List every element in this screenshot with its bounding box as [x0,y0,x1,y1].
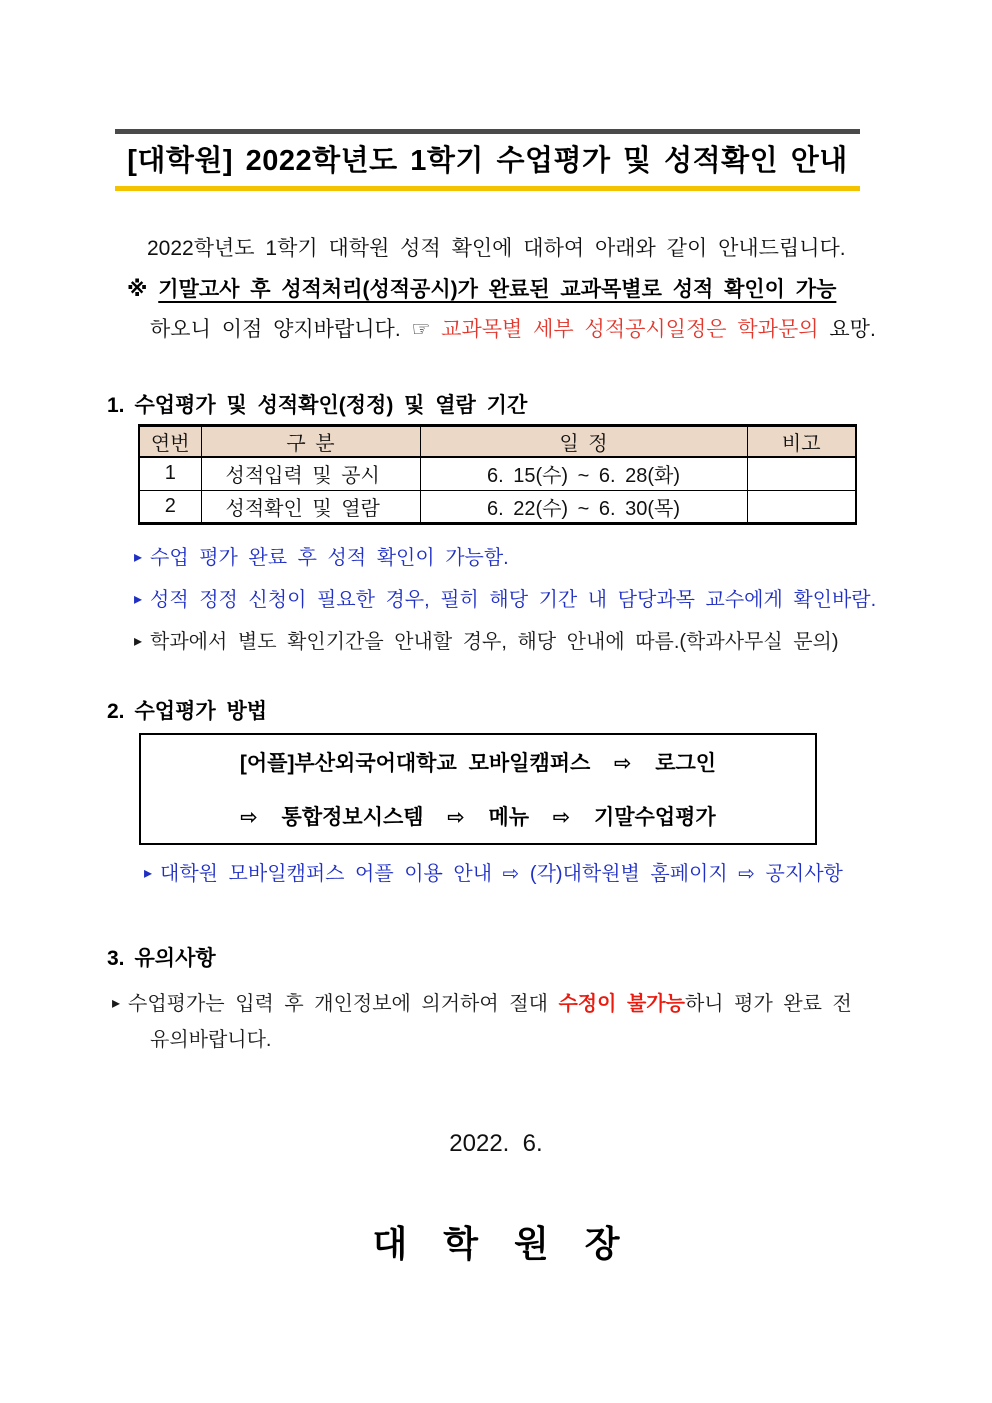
page-title: [대학원] 2022학년도 1학기 수업평가 및 성적확인 안내 [127,145,848,177]
bullet-text: 성적 정정 신청이 필요한 경우, 필히 해당 기간 내 담당과목 교수에게 확인바람. [150,589,877,611]
cell-category: 성적확인 및 열람 [201,490,420,523]
cell-note [747,490,856,523]
app-guide-text: 대학원 모바일캠퍼스 어플 이용 안내 ⇨ (각)대학원별 홈페이지 ⇨ 공지사항 [160,863,843,885]
schedule-table-wrap [138,424,857,525]
cell-category: 성적입력 및 공시 [201,457,420,490]
caution-red-text: 수정이 불가능 [558,993,685,1015]
table-row [139,490,856,523]
cell-no: 1 [139,457,201,490]
section3-heading [107,942,216,972]
title-top-rule [115,129,860,134]
intro-line-2 [127,277,836,302]
bullet-icon: ▸ [134,591,143,608]
section2-title: 수업평가 방법 [134,700,268,723]
section3-title: 유의사항 [134,947,216,970]
header-note: 비고 [747,426,856,458]
method-line-1: [어플]부산외국어대학교 모바일캠퍼스 ⇨ 로그인 [239,752,717,775]
title-bottom-rule [115,186,860,191]
cell-no: 2 [139,490,201,523]
bullet-icon: ▸ [144,865,153,882]
section3-number: 3. [107,947,125,970]
bullet-text: 수업 평가 완료 후 성적 확인이 가능함. [150,547,509,569]
intro-underlined-text: 기말고사 후 성적처리(성적공시)가 완료된 교과목별로 성적 확인이 가능 [158,278,837,301]
date-line: 2022. 6. [449,1130,543,1157]
intro-line-1: 2022학년도 1학기 대학원 성적 확인에 대하여 아래와 같이 안내드립니다. [147,237,846,260]
header-no: 연번 [139,426,201,458]
schedule-table [138,424,857,525]
cell-note [747,457,856,490]
signature-line: 대 학 원 장 [372,1223,620,1264]
section2-heading [107,695,267,725]
intro-red-text: 교과목별 세부 성적공시일정은 학과문의 [441,318,819,341]
caution-text-prefix: 수업평가는 입력 후 개인정보에 의거하여 절대 [128,993,559,1015]
section1-title: 수업평가 및 성적확인(정정) 및 열람 기간 [134,394,528,417]
bullet-icon: ▸ [112,995,121,1012]
table-header-row [139,426,856,458]
caution-text-line2: 유의바랍니다. [150,1029,272,1051]
intro-line-3-suffix: 요망. [818,318,876,341]
caution-bullet [112,992,852,1017]
bullet-icon: ▸ [134,549,143,566]
intro-line-3-prefix: 하오니 이점 양지바랍니다. ☞ [150,318,442,341]
method-box [139,733,817,845]
cell-schedule: 6. 22(수) ~ 6. 30(목) [420,490,747,523]
header-category: 구 분 [201,426,420,458]
bullet-item [134,546,509,571]
section1-number: 1. [107,394,125,417]
caution-text-suffix: 하니 평가 완료 전 [684,993,852,1015]
header-schedule: 일 정 [420,426,747,458]
app-guide-note [144,862,843,887]
section2-number: 2. [107,700,125,723]
bullet-item [134,588,876,613]
section1-heading [107,389,527,419]
cell-schedule: 6. 15(수) ~ 6. 28(화) [420,457,747,490]
bullet-icon: ▸ [134,633,143,650]
reference-mark: ※ [127,278,159,301]
intro-line-3 [150,317,876,342]
bullet-text: 학과에서 별도 확인기간을 안내할 경우, 해당 안내에 따름.(학과사무실 문의) [150,631,839,653]
method-line-2: ⇨ 통합정보시스템 ⇨ 메뉴 ⇨ 기말수업평가 [240,806,716,829]
table-row [139,457,856,490]
bullet-item [134,630,839,655]
